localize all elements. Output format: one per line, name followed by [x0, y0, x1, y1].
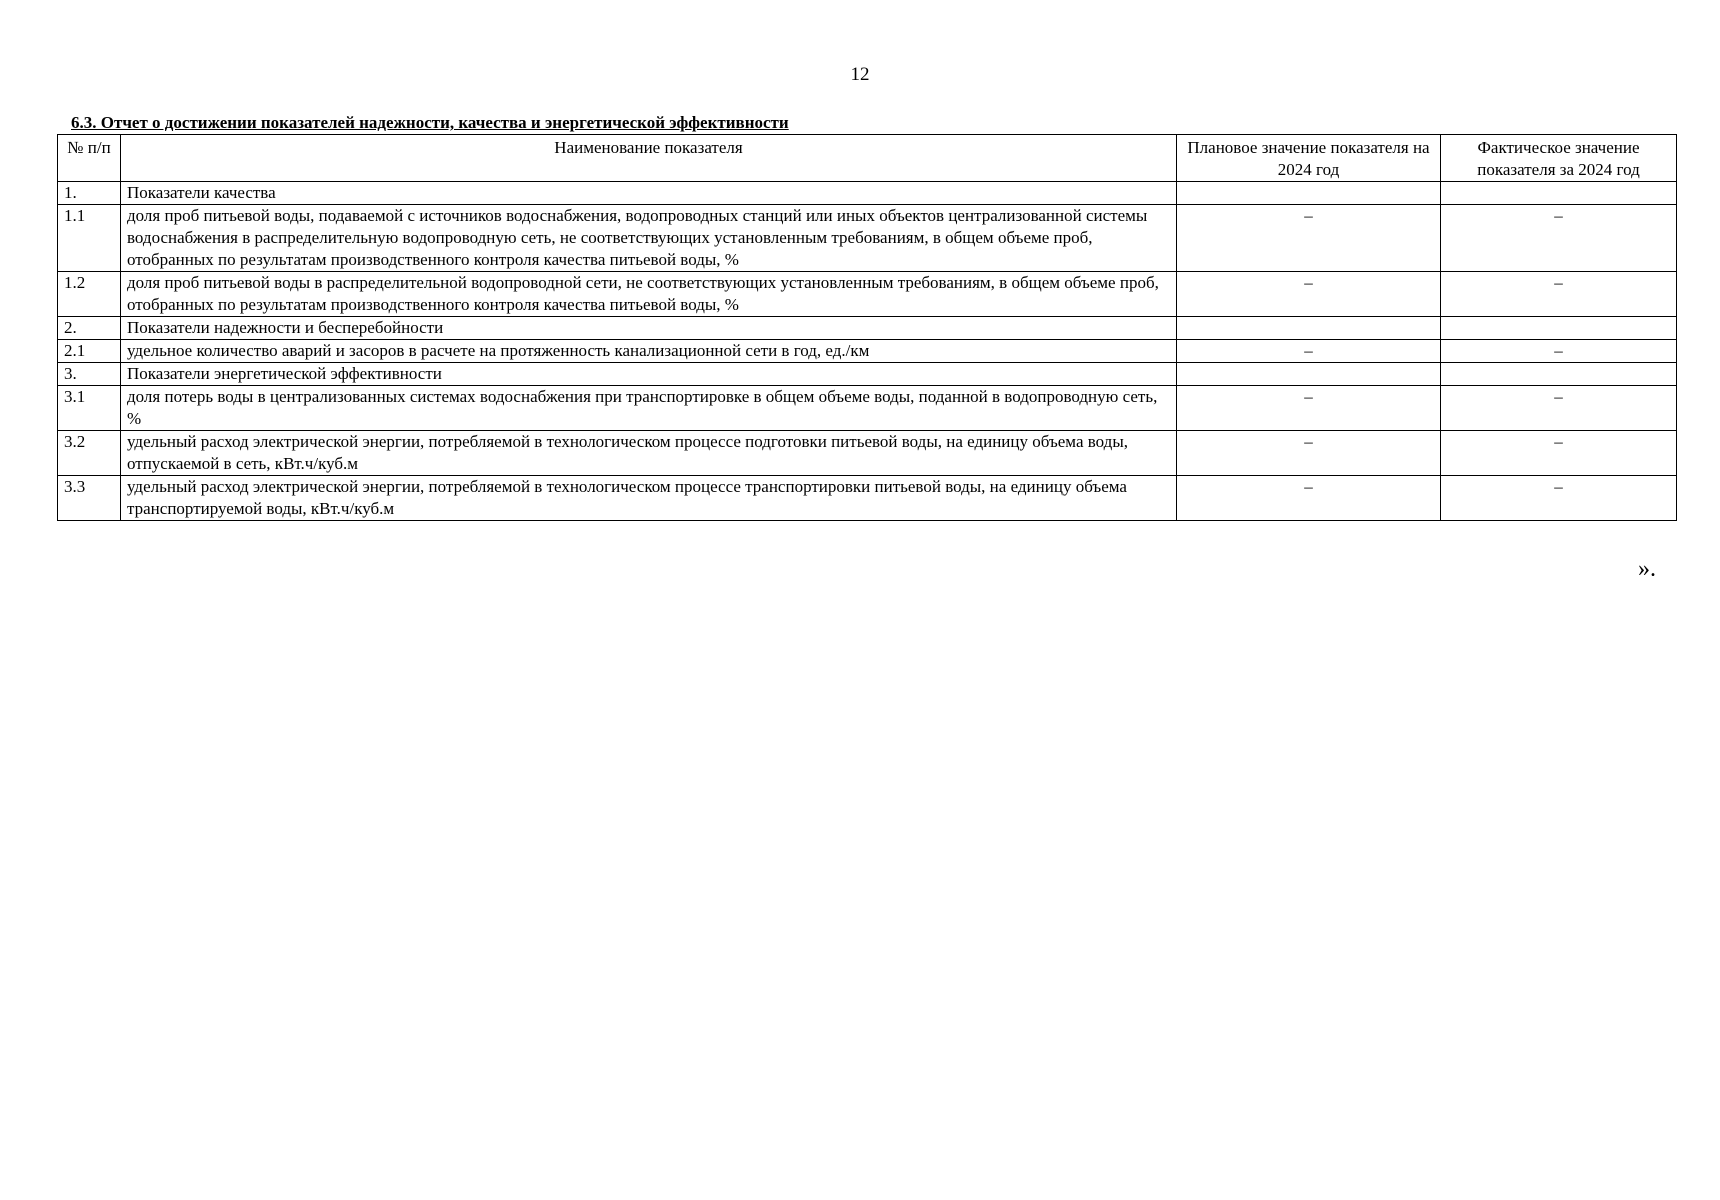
header-fact: Фактическое значение показателя за 2024 год [1441, 135, 1677, 182]
row-name: удельный расход электрической энергии, потребляемой в технологическом процессе транспортировки питьевой воды, на единицу объема транспортируемой воды, кВт.ч/куб.м [121, 476, 1177, 521]
row-num: 1. [58, 182, 121, 205]
row-num: 1.1 [58, 205, 121, 272]
closing-quote-mark: ». [1638, 556, 1656, 582]
table-row [58, 340, 1677, 363]
row-plan-value [1177, 182, 1441, 205]
row-num: 2.1 [58, 340, 121, 363]
row-plan-value: – [1177, 272, 1441, 317]
row-num: 3.3 [58, 476, 121, 521]
table-row [58, 317, 1677, 340]
row-name: доля потерь воды в централизованных системах водоснабжения при транспортировке в общем объеме воды, поданной в водопроводную сеть, % [121, 386, 1177, 431]
page-number: 12 [850, 64, 870, 85]
row-fact-value [1441, 317, 1677, 340]
row-name: удельное количество аварий и засоров в расчете на протяженность канализационной сети в год, ед./км [121, 340, 1177, 363]
row-fact-value [1441, 182, 1677, 205]
table-header-row [58, 135, 1677, 182]
table-row [58, 363, 1677, 386]
row-plan-value: – [1177, 431, 1441, 476]
row-plan-value [1177, 317, 1441, 340]
section-title: 6.3. Отчет о достижении показателей надежности, качества и энергетической эффективности [71, 113, 789, 132]
row-plan-value [1177, 363, 1441, 386]
row-num: 3.1 [58, 386, 121, 431]
row-name: Показатели надежности и бесперебойности [121, 317, 1177, 340]
row-fact-value: – [1441, 386, 1677, 431]
row-name: Показатели качества [121, 182, 1177, 205]
row-num: 1.2 [58, 272, 121, 317]
row-plan-value: – [1177, 476, 1441, 521]
table-row [58, 386, 1677, 431]
header-name: Наименование показателя [121, 135, 1177, 182]
row-fact-value: – [1441, 431, 1677, 476]
row-num: 3.2 [58, 431, 121, 476]
row-plan-value: – [1177, 205, 1441, 272]
row-name: доля проб питьевой воды, подаваемой с источников водоснабжения, водопроводных станций или иных объектов централизованной системы водоснабжения в распределительную водопроводную сеть, не соответствующих установленным требованиям, в общем объеме проб, отобранных по результатам производственного контроля качества питьевой воды, % [121, 205, 1177, 272]
row-num: 3. [58, 363, 121, 386]
row-num: 2. [58, 317, 121, 340]
table-row [58, 272, 1677, 317]
row-fact-value: – [1441, 476, 1677, 521]
row-plan-value: – [1177, 386, 1441, 431]
table-row [58, 476, 1677, 521]
row-name: доля проб питьевой воды в распределительной водопроводной сети, не соответствующих установленным требованиям, в общем объеме проб, отобранных по результатам производственного контроля качества питьевой воды, % [121, 272, 1177, 317]
row-fact-value: – [1441, 340, 1677, 363]
header-plan: Плановое значение показателя на 2024 год [1177, 135, 1441, 182]
table-row [58, 182, 1677, 205]
row-plan-value: – [1177, 340, 1441, 363]
indicators-table [57, 134, 1677, 521]
row-fact-value [1441, 363, 1677, 386]
row-name: Показатели энергетической эффективности [121, 363, 1177, 386]
row-name: удельный расход электрической энергии, потребляемой в технологическом процессе подготовки питьевой воды, на единицу объема воды, отпускаемой в сеть, кВт.ч/куб.м [121, 431, 1177, 476]
table-row [58, 431, 1677, 476]
row-fact-value: – [1441, 205, 1677, 272]
header-num: № п/п [58, 135, 121, 182]
table-row [58, 205, 1677, 272]
row-fact-value: – [1441, 272, 1677, 317]
